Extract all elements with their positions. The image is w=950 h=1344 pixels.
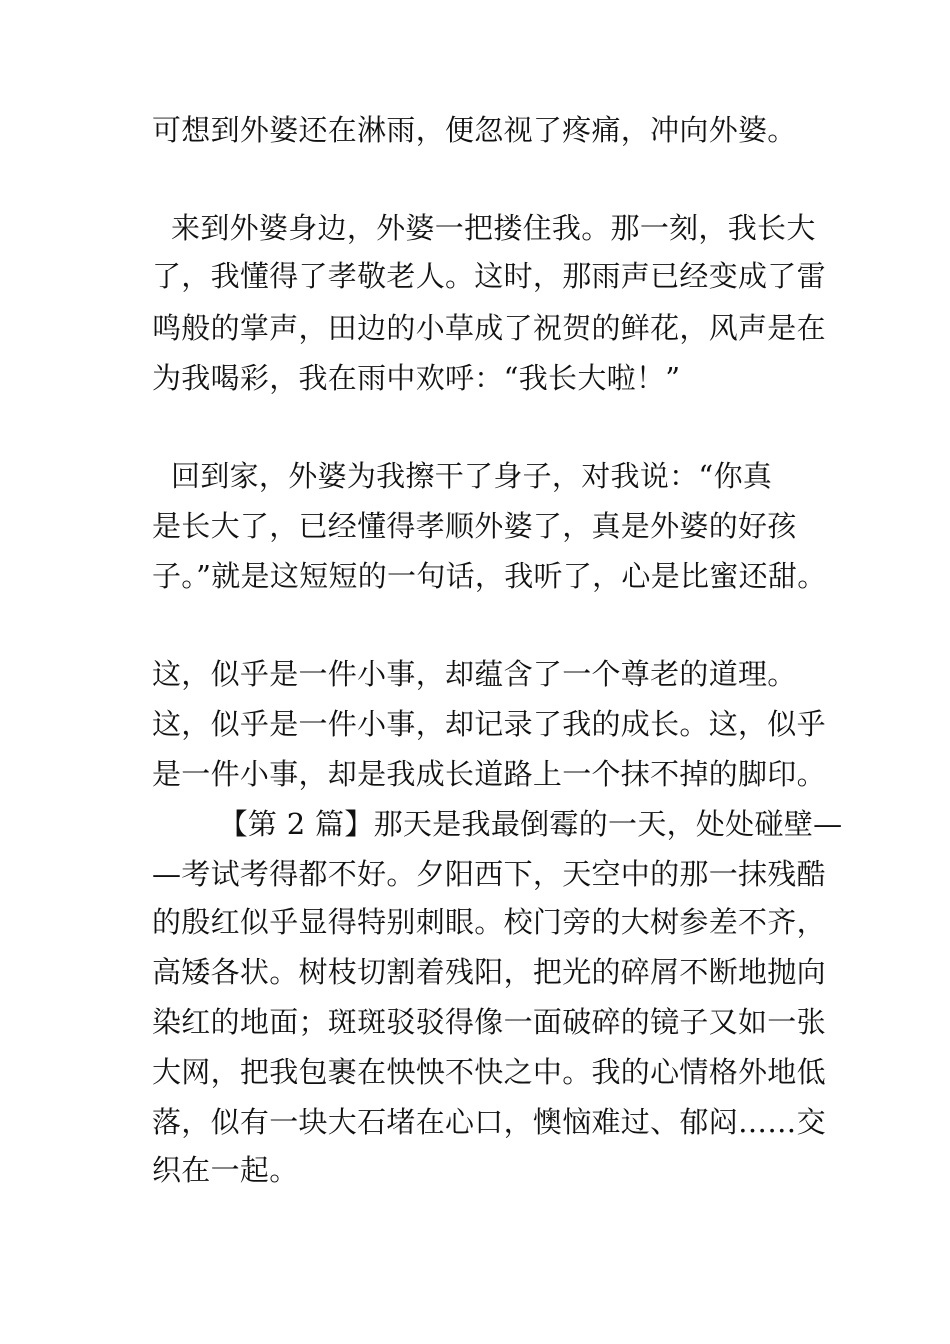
text-line: 鸣般的掌声，田边的小草成了祝贺的鲜花，风声是在 bbox=[152, 311, 826, 345]
text-line: 大网，把我包裹在怏怏不快之中。我的心情格外地低 bbox=[152, 1055, 826, 1089]
text-line: 可想到外婆还在淋雨，便忽视了疼痛，冲向外婆。 bbox=[152, 113, 797, 147]
text-line: 【第 2 篇】那天是我最倒霉的一天，处处碰壁— bbox=[152, 807, 843, 841]
text-line: 的殷红似乎显得特别刺眼。校门旁的大树参差不齐， bbox=[152, 905, 826, 939]
text-line: 织在一起。 bbox=[152, 1153, 299, 1187]
text-line: 高矮各状。树枝切割着残阳，把光的碎屑不断地抛向 bbox=[152, 955, 826, 989]
text-line: 染红的地面；斑斑驳驳得像一面破碎的镜子又如一张 bbox=[152, 1005, 826, 1039]
text-line: —考试考得都不好。夕阳西下，天空中的那一抹残酷 bbox=[152, 857, 826, 891]
text-line: 回到家，外婆为我擦干了身子，对我说：“你真 bbox=[152, 459, 773, 493]
text-line: 是一件小事，却是我成长道路上一个抹不掉的脚印。 bbox=[152, 757, 826, 791]
text-line: 为我喝彩，我在雨中欢呼：“我长大啦！” bbox=[152, 361, 681, 395]
text-line: 这，似乎是一件小事，却记录了我的成长。这，似乎 bbox=[152, 707, 826, 741]
text-line: 了，我懂得了孝敬老人。这时，那雨声已经变成了雷 bbox=[152, 259, 826, 293]
text-line: 来到外婆身边，外婆一把搂住我。那一刻，我长大 bbox=[152, 211, 816, 245]
text-line: 这，似乎是一件小事，却蕴含了一个尊老的道理。 bbox=[152, 657, 797, 691]
text-line: 是长大了，已经懂得孝顺外婆了，真是外婆的好孩 bbox=[152, 509, 797, 543]
text-line: 子。”就是这短短的一句话，我听了，心是比蜜还甜。 bbox=[152, 559, 827, 593]
text-line: 落，似有一块大石堵在心口，懊恼难过、郁闷……交 bbox=[152, 1105, 826, 1139]
